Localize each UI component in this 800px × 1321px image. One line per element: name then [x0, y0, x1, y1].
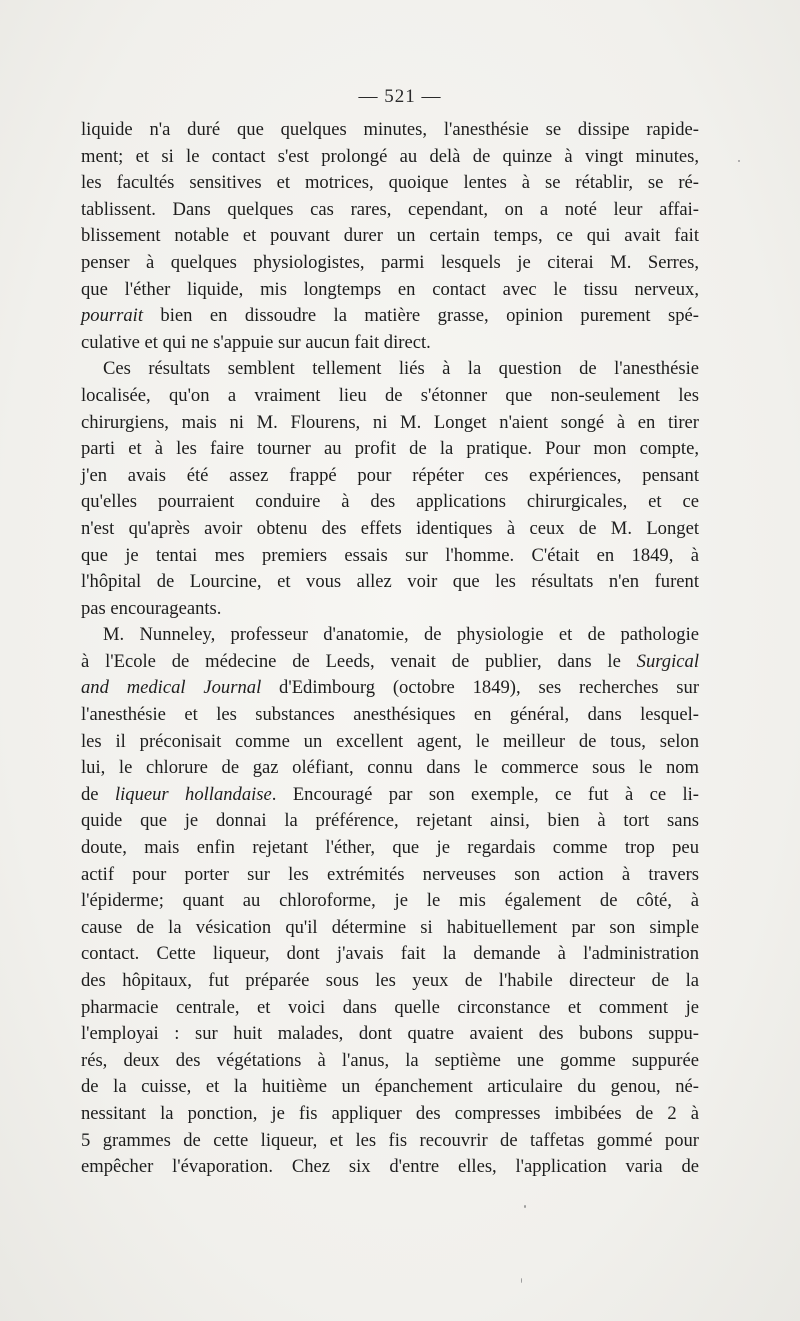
page-number: — 521 — — [358, 86, 442, 107]
text-line: cause de la vésication qu'il détermine si habituellement par son simple — [81, 916, 699, 938]
text-line: culative et qui ne s'appuie sur aucun fait direct. — [81, 331, 431, 353]
italic-text: Surgical — [636, 650, 699, 672]
text-line: de liqueur hollandaise. Encouragé par son exemple, ce fut à ce li- — [81, 783, 699, 805]
text-line: les il préconisait comme un excellent agent, le meilleur de tous, selon — [81, 730, 699, 752]
text-line: que l'éther liquide, mis longtemps en contact avec le tissu nerveux, — [81, 278, 699, 300]
paragraph-start: Ces résultats semblent tellement liés à la question de l'anesthésie — [103, 358, 699, 380]
text-line: n'est qu'après avoir obtenu des effets identiques à ceux de M. Longet — [81, 517, 699, 539]
text-line: liquide n'a duré que quelques minutes, l'anesthésie se dissipe rapide- — [81, 119, 699, 140]
paragraph-start: M. Nunneley, professeur d'anatomie, de physiologie et de pathologie — [103, 624, 699, 646]
text-line: les facultés sensitives et motrices, quoique lentes à se rétablir, se ré- — [81, 172, 699, 194]
text-line: empêcher l'évaporation. Chez six d'entre elles, l'application varia de — [81, 1156, 699, 1178]
text-line: pharmacie centrale, et voici dans quelle circonstance et comment je — [81, 996, 699, 1018]
text-line: l'anesthésie et les substances anesthésiques en général, dans lesquel- — [81, 704, 699, 726]
text-line: nessitant la ponction, je fis appliquer des compresses imbibées de 2 à — [81, 1102, 699, 1124]
text-line: des hôpitaux, fut préparée sous les yeux de l'habile directeur de la — [81, 970, 699, 991]
text-line: actif pour porter sur les extrémités nerveuses son action à travers — [81, 863, 699, 885]
text-line: à l'Ecole de médecine de Leeds, venait de publier, dans le Surgical — [81, 650, 699, 672]
italic-text: liqueur hollandaise — [114, 783, 272, 805]
text-line: tablissent. Dans quelques cas rares, cependant, on a noté leur affai- — [81, 198, 699, 220]
text-line: de la cuisse, et la huitième un épanchement articulaire du genou, né- — [81, 1076, 699, 1098]
text-line: l'employai : sur huit malades, dont quatre avaient des bubons suppu- — [81, 1023, 699, 1045]
text-line: quide que je donnai la préférence, rejetant ainsi, bien à tort sans — [81, 810, 699, 832]
text-line: contact. Cette liqueur, dont j'avais fait la demande à l'administration — [81, 943, 699, 965]
paper-speck — [524, 1205, 526, 1208]
body-text — [81, 117, 699, 1181]
text-line: and medical Journal d'Edimbourg (octobre 1849), ses recherches sur — [81, 677, 700, 699]
italic-text: pourrait — [81, 305, 143, 327]
text-line: blissement notable et pouvant durer un certain temps, ce qui avait fait — [81, 225, 699, 247]
text-line: parti et à les faire tourner au profit de la pratique. Pour mon compte, — [81, 438, 699, 460]
text-line: chirurgiens, mais ni M. Flourens, ni M. Longet n'aient songé à en tirer — [81, 411, 699, 433]
text-line: pourrait bien en dissoudre la matière grasse, opinion purement spé- — [81, 305, 699, 327]
text-line: l'épiderme; quant au chloroforme, je le mis également de côté, à — [81, 890, 699, 912]
paper-speck — [738, 160, 740, 162]
text-line: pas encourageants. — [81, 597, 222, 619]
text-line: 5 grammes de cette liqueur, et les fis recouvrir de taffetas gommé pour — [81, 1129, 699, 1151]
text-line: localisée, qu'on a vraiment lieu de s'étonner que non-seulement les — [81, 384, 699, 406]
text-line: j'en avais été assez frappé pour répéter ces expériences, pensant — [81, 464, 699, 486]
text-line: penser à quelques physiologistes, parmi lesquels je citerai M. Serres, — [81, 251, 699, 273]
text-line: lui, le chlorure de gaz oléfiant, connu dans le commerce sous le nom — [81, 757, 699, 779]
text-line: ment; et si le contact s'est prolongé au delà de quinze à vingt minutes, — [81, 145, 699, 167]
text-line: rés, deux des végétations à l'anus, la septième une gomme suppurée — [81, 1049, 699, 1071]
text-line: doute, mais enfin rejetant l'éther, que je regardais comme trop peu — [81, 837, 699, 859]
italic-text: and medical Journal — [81, 677, 262, 699]
text-line: que je tentai mes premiers essais sur l'homme. C'était en 1849, à — [81, 544, 699, 566]
text-line: qu'elles pourraient conduire à des applications chirurgicales, et ce — [81, 491, 699, 513]
paper-speck — [521, 1278, 522, 1283]
text-line: l'hôpital de Lourcine, et vous allez voir que les résultats n'en furent — [81, 571, 699, 593]
